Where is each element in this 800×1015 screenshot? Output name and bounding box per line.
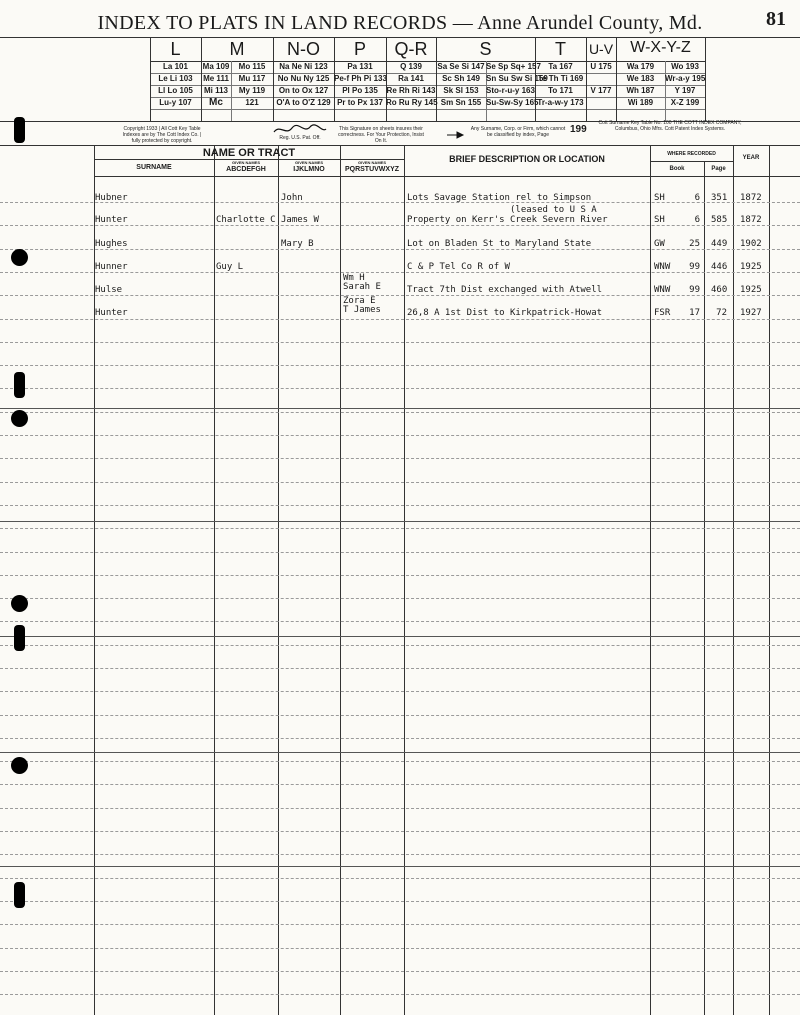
index-key-cell: On to Ox 127 [278, 86, 329, 95]
entry-given3b: Sarah E [343, 282, 381, 292]
entry-book-no: 99 [689, 285, 700, 295]
row-rule [0, 691, 800, 692]
book-header: Book [669, 166, 685, 172]
entry-description: Lots Savage Station rel to Simpson [407, 193, 592, 203]
row-rule [0, 598, 800, 599]
entry-description: Lot on Bladen St to Maryland State [407, 239, 592, 249]
binder-slot [14, 882, 25, 908]
entry-description: C & P Tel Co R of W [407, 262, 510, 272]
row-rule [0, 412, 800, 413]
index-key-cell: Tr-a-w-y 173 [537, 98, 584, 107]
entry-book-no: 6 [694, 193, 700, 203]
letter-header-w-z: W-X-Y-Z [630, 39, 691, 56]
copyright-note: Copyright 1933 | All Cott Key Table Indexes are by The Cott Index Co. | fully protected by copyright. [122, 126, 202, 144]
entry-given3b: T James [343, 305, 381, 315]
entry-book-code: WNW [654, 285, 671, 295]
entry-given1: Charlotte C [216, 215, 276, 225]
row-rule [0, 295, 800, 296]
entry-book-no: 6 [694, 215, 700, 225]
row-rule [0, 342, 800, 343]
where-recorded-header: WHERE RECORDED [667, 151, 716, 157]
row-rule [0, 272, 800, 273]
entry-book-no: 25 [689, 239, 700, 249]
column-line [278, 145, 279, 1015]
letter-header-q-r: Q-R [394, 39, 428, 59]
letter-header-l: L [170, 39, 181, 59]
section-rule [0, 752, 800, 753]
index-key-cell: Ro Ru Ry 145 [386, 98, 438, 107]
row-rule [0, 225, 800, 226]
column-line [769, 145, 770, 1015]
index-key-cell: Mu 117 [238, 74, 266, 83]
binder-hole [11, 249, 28, 266]
index-key-cell: Wr-a-y 195 [665, 74, 706, 83]
column-line [733, 145, 734, 1015]
entry-given2: Mary B [281, 239, 314, 249]
index-key-cell: Ma 109 [202, 62, 230, 71]
entry-page: 460 [711, 285, 728, 295]
entry-page: 449 [711, 239, 728, 249]
section-rule [0, 866, 800, 867]
entry-description: Property on Kerr's Creek Severn River [407, 215, 608, 225]
section-rule [0, 408, 800, 409]
column-line [650, 145, 651, 1015]
entry-surname: Hughes [95, 239, 128, 249]
entry-book-code: WNW [654, 262, 671, 272]
index-key-cell: Mo 115 [238, 62, 266, 71]
letter-header-u-v: U-V [588, 41, 614, 57]
frame-line [705, 37, 706, 121]
entry-surname: Hulse [95, 285, 123, 295]
index-key-cell: O'A to O'Z 129 [276, 98, 331, 107]
row-rule [0, 784, 800, 785]
entry-description: Tract 7th Dist exchanged with Atwell [407, 285, 603, 295]
index-key-cell: We 183 [626, 74, 655, 83]
column-line [340, 145, 341, 1015]
entry-book-no: 99 [689, 262, 700, 272]
entry-book-no: 17 [689, 308, 700, 318]
given-names-range-1: ABCDEFGH [226, 166, 266, 173]
index-key-cell: Pe-f Ph Pi 133 [334, 74, 387, 83]
row-rule [0, 505, 800, 506]
index-key-cell: Pr to Px 137 [337, 98, 383, 107]
index-key-cell: Pl Po 135 [342, 86, 378, 95]
row-rule [0, 831, 800, 832]
entry-year: 1872 [740, 215, 762, 225]
index-key-cell: My 119 [238, 86, 266, 95]
row-rule [0, 458, 800, 459]
row-rule [0, 552, 800, 553]
entry-given3: Zora E [343, 296, 376, 306]
signature-notice: This Signature on sheets insures their correctness. For Your Protection, Insist On It. [338, 126, 424, 144]
row-rule [0, 575, 800, 576]
entry-year: 1925 [740, 262, 762, 272]
index-key-cell: Su-Sw-Sy 165 [486, 98, 539, 107]
firm-note: Any Surname, Corp. or Firm, which cannot be classified by index, Page [470, 126, 566, 138]
entry-surname: Hubner [95, 193, 128, 203]
row-rule [0, 435, 800, 436]
given-names-label-2: GIVEN NAMES [294, 160, 323, 165]
row-rule [0, 738, 800, 739]
index-key-cell: Q 139 [400, 62, 422, 71]
entry-year: 1872 [740, 193, 762, 203]
binder-hole [11, 410, 28, 427]
entry-book-code: FSR [654, 308, 671, 318]
given-names-label-1: GIVEN NAMES [231, 160, 260, 165]
row-rule [0, 715, 800, 716]
binder-hole [11, 595, 28, 612]
entry-surname: Hunner [95, 262, 128, 272]
entry-description: 26,8 A 1st Dist to Kirkpatrick-Howat [407, 308, 603, 318]
index-key-cell: Y 197 [674, 86, 696, 95]
row-rule [0, 319, 800, 320]
entry-page: 446 [711, 262, 728, 272]
index-key-cell: Sn Su Sw Si 159 [486, 74, 548, 83]
index-key-cell: Sc Sh 149 [442, 74, 480, 83]
index-key-cell: Pa 131 [347, 62, 373, 71]
binder-slot [14, 372, 25, 398]
trademark-note: Reg. U.S. Pat. Off. [279, 135, 321, 141]
index-key-cell: Ta 167 [548, 62, 573, 71]
row-rule [0, 528, 800, 529]
index-key-cell: Wa 179 [626, 62, 655, 71]
row-rule [0, 482, 800, 483]
section-rule [0, 636, 800, 637]
entry-description-note: (leased to U S A [510, 205, 597, 215]
row-rule [0, 668, 800, 669]
entry-page: 72 [716, 308, 727, 318]
index-key-cell: Le Li 103 [158, 74, 193, 83]
row-rule [0, 249, 800, 250]
row-rule [0, 901, 800, 902]
entry-surname: Hunter [95, 215, 128, 225]
row-rule [0, 365, 800, 366]
entry-year: 1902 [740, 239, 762, 249]
binder-slot [14, 625, 25, 651]
pointing-hand-icon [446, 125, 464, 144]
entry-year: 1925 [740, 285, 762, 295]
entry-given1: Guy L [216, 262, 244, 272]
index-key-cell: Re Rh Ri 143 [386, 86, 436, 95]
index-key-cell: Mi 113 [203, 86, 228, 95]
row-rule [0, 994, 800, 995]
year-header: YEAR [742, 155, 760, 161]
given-names-label-3: GIVEN NAMES [357, 160, 386, 165]
index-key-cell: Ll Lo 105 [158, 86, 193, 95]
index-key-cell: Ra 141 [398, 74, 424, 83]
index-key-cell: La 101 [163, 62, 188, 71]
entry-surname: Hunter [95, 308, 128, 318]
row-rule [0, 621, 800, 622]
index-key-cell: X-Z 199 [670, 98, 700, 107]
letter-header-m: M [229, 39, 245, 59]
row-rule [0, 388, 800, 389]
index-key-cell: Na Ne Ni 123 [279, 62, 328, 71]
entry-page: 585 [711, 215, 728, 225]
entry-book-code: SH [654, 215, 665, 225]
page-header: Page [711, 166, 726, 172]
index-key-cell: Se Sp Sq+ 157 [486, 62, 541, 71]
index-key-cell: Lu-y 107 [159, 98, 192, 107]
given-names-range-3: PQRSTUVWXYZ [344, 166, 400, 173]
row-rule [0, 808, 800, 809]
ledger-top-line [0, 145, 800, 146]
index-key-cell: Sa Se Si 147 [437, 62, 485, 71]
binder-slot [14, 117, 25, 143]
index-key-cell: 121 [245, 98, 259, 107]
entry-book-code: SH [654, 193, 665, 203]
index-key-cell: Mc [209, 97, 223, 108]
index-key-cell: Te Th Ti 169 [537, 74, 584, 83]
index-key-cell: Sto-r-u-y 163 [486, 86, 535, 95]
given-names-range-2: IJKLMNO [293, 166, 325, 173]
page-number: 81 [766, 8, 786, 30]
row-rule [0, 948, 800, 949]
index-key-cell: No Nu Ny 125 [277, 74, 330, 83]
firm-page: 199 [570, 124, 587, 135]
column-line [404, 145, 405, 1015]
frame-line [0, 37, 800, 38]
column-line [214, 145, 215, 1015]
row-rule [0, 645, 800, 646]
column-line [94, 145, 95, 1015]
page-title: INDEX TO PLATS IN LAND RECORDS — Anne Arundel County, Md. [97, 12, 703, 34]
surname-header: SURNAME [136, 164, 172, 171]
index-key-cell: V 177 [590, 86, 612, 95]
letter-header-t: T [555, 39, 566, 59]
name-or-tract-header: NAME OR TRACT [202, 147, 296, 159]
entry-given2: James W [281, 215, 319, 225]
index-key-cell: Sk Sl 153 [443, 86, 479, 95]
entry-given2: John [281, 193, 303, 203]
column-line [704, 161, 705, 1015]
row-rule [0, 924, 800, 925]
row-rule [0, 854, 800, 855]
entry-given3: Wm H [343, 273, 365, 283]
row-rule [0, 761, 800, 762]
header-bottom-line [94, 176, 800, 177]
index-key-cell: Wh 187 [626, 86, 655, 95]
index-key-cell: Wi 189 [627, 98, 654, 107]
header-divider [650, 161, 733, 162]
index-key-cell: Sm Sn 155 [440, 98, 482, 107]
letter-header-p: P [353, 39, 366, 59]
brief-description-header: BRIEF DESCRIPTION OR LOCATION [449, 154, 605, 164]
company-note: Cott Surname Key Table No. 100 THE COTT INDEX COMPANY, Columbus, Ohio Mfrs. Cott Patent Index Systems. [598, 120, 742, 132]
binder-hole [11, 757, 28, 774]
letter-header-s: S [479, 39, 492, 59]
index-key-cell: Wo 193 [671, 62, 699, 71]
row-rule [0, 971, 800, 972]
entry-page: 351 [711, 193, 728, 203]
frame-line [150, 109, 705, 110]
index-key-cell: To 171 [548, 86, 573, 95]
entry-year: 1927 [740, 308, 762, 318]
letter-header-n-o: N-O [287, 39, 320, 59]
index-key-cell: U 175 [590, 62, 612, 71]
row-rule [0, 878, 800, 879]
entry-book-code: GW [654, 239, 665, 249]
section-rule [0, 521, 800, 522]
index-key-cell: Me 111 [203, 74, 229, 83]
